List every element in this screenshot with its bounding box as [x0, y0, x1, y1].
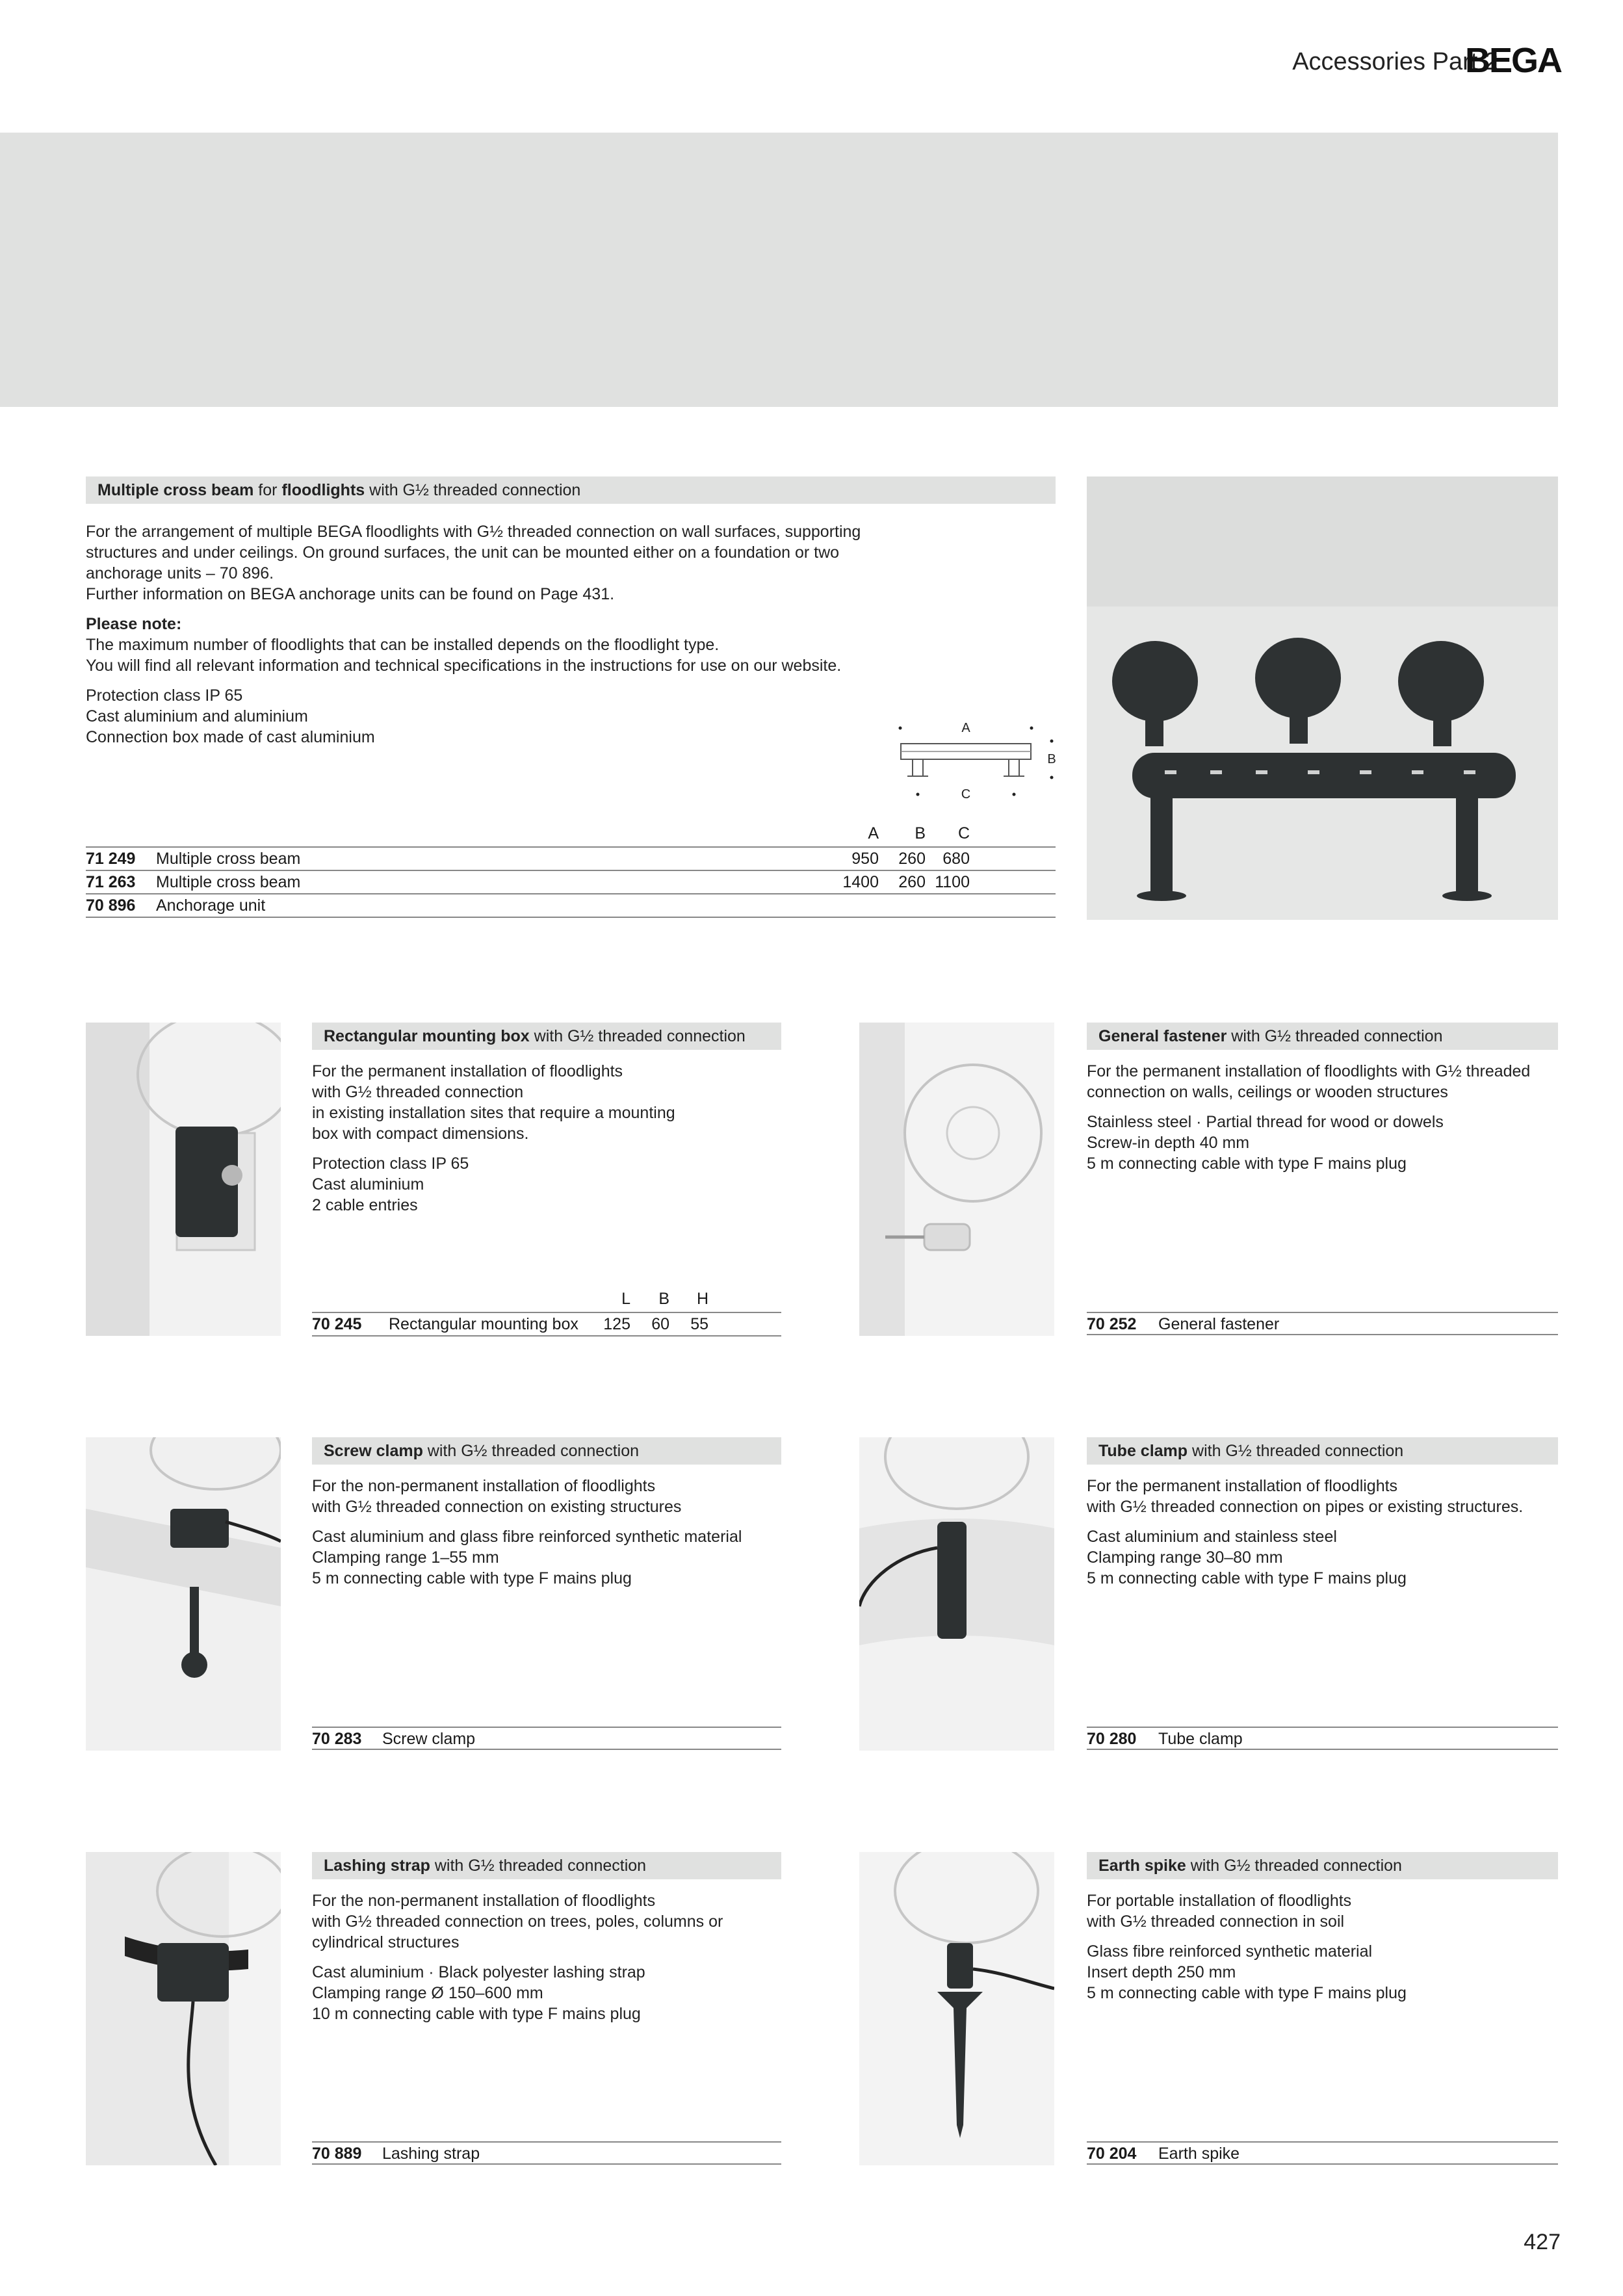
earth-spike-description: For portable installation of floodlights with G½ threaded connection in soil Glass fibre reinforced synthetic material Insert depth 250 mm 5 m connecting cable with type F mains plug: [1087, 1892, 1407, 2002]
hero-banner: [0, 133, 1558, 407]
cross-beam-title-bold: Multiple cross beam: [97, 481, 254, 499]
earth-spike-photo: [859, 1852, 1054, 2165]
cross-beam-photo: [1087, 476, 1558, 920]
table-row: 70 889 Lashing strap: [312, 2141, 781, 2165]
earth-spike-title-bar: Earth spike with G½ threaded connection: [1087, 1852, 1558, 1879]
tube-clamp-description: For the permanent installation of floodlights with G½ threaded connection on pipes or existing structures. Cast aluminium and stainless steel Clamping range 30–80 mm 5 m connecting cable with type F mains plug: [1087, 1477, 1524, 1587]
table-row: 70 283 Screw clamp: [312, 1727, 781, 1750]
note-title: Please note:: [86, 615, 182, 633]
cross-beam-dimension-diagram: [890, 715, 1059, 803]
section-title: Accessories Part 2: [1292, 48, 1498, 75]
table-row: 71 263 Multiple cross beam 1400 260 1100: [86, 871, 1056, 894]
tube-clamp-photo: [859, 1437, 1054, 1751]
dim-label-a: A: [961, 721, 970, 735]
lashing-strap-description: For the non-permanent installation of floodlights with G½ threaded connection on trees, poles, columns or cylindrical structures Cast aluminium · Black polyester lashing strap Clamping range Ø 150–600 mm 10 m connecting cable with type F mains plug: [312, 1892, 723, 2023]
cross-beam-illustration: [1087, 476, 1558, 920]
rect-box-photo: [86, 1023, 281, 1336]
dim-label-b: B: [1047, 752, 1056, 766]
lashing-strap-title-bar: Lashing strap with G½ threaded connection: [312, 1852, 781, 1879]
rect-box-title-bar: Rectangular mounting box with G½ threaded connection: [312, 1023, 781, 1050]
table-row: 70 252 General fastener: [1087, 1312, 1558, 1335]
table-row: 70 280 Tube clamp: [1087, 1727, 1558, 1750]
table-row: 70 245 Rectangular mounting box 125 60 55: [312, 1313, 781, 1337]
brand-logo: BEGA: [1464, 41, 1561, 80]
rect-box-table-header: L B H: [312, 1290, 781, 1313]
cross-beam-description: For the arrangement of multiple BEGA floodlights with G½ threaded connection on wall surfaces, supporting structures and under ceilings. On ground surfaces, the unit can be mounted either on a foundation or two anchorage units – 70 896. Further information on BEGA anchorage units can be found on Page 431. Please note: The maximum number of floodlights that can be installed depends on the floodlight type. You will find all relevant information and technical specifications in the instructions for use on our website. Protection class IP 65 Cast aluminium and aluminium Connection box made of cast aluminium: [86, 521, 1048, 757]
screw-clamp-title-bar: Screw clamp with G½ threaded connection: [312, 1437, 781, 1465]
screw-clamp-photo: [86, 1437, 281, 1751]
lashing-strap-photo: [86, 1852, 281, 2165]
tube-clamp-title-bar: Tube clamp with G½ threaded connection: [1087, 1437, 1558, 1465]
table-row: 70 204 Earth spike: [1087, 2141, 1558, 2165]
rect-box-description: For the permanent installation of floodlights with G½ threaded connection in existing installation sites that require a mounting box with compact dimensions. Protection class IP 65 Cast aluminium 2 cable entries: [312, 1062, 675, 1214]
table-row: 71 249 Multiple cross beam 950 260 680: [86, 848, 1056, 871]
general-fastener-title-bar: General fastener with G½ threaded connection: [1087, 1023, 1558, 1050]
screw-clamp-description: For the non-permanent installation of floodlights with G½ threaded connection on existing structures Cast aluminium and glass fibre reinforced synthetic material Clamping range 1–55 mm 5 m connecting cable with type F mains plug: [312, 1477, 742, 1587]
general-fastener-description: For the permanent installation of floodlights with G½ threaded connection on walls, ceilings or wooden structures Stainless steel · Partial thread for wood or dowels Screw-in depth 40 mm 5 m connecting cable with type F mains plug: [1087, 1062, 1531, 1173]
general-fastener-photo: [859, 1023, 1054, 1336]
cross-beam-title-bar: Multiple cross beam for floodlights with G½ threaded connection: [86, 476, 1056, 504]
table-row: 70 896 Anchorage unit: [86, 894, 1056, 918]
dim-label-c: C: [961, 787, 971, 802]
page-number: 427: [1524, 2230, 1561, 2254]
cross-beam-table-header: A B C: [86, 824, 1056, 848]
